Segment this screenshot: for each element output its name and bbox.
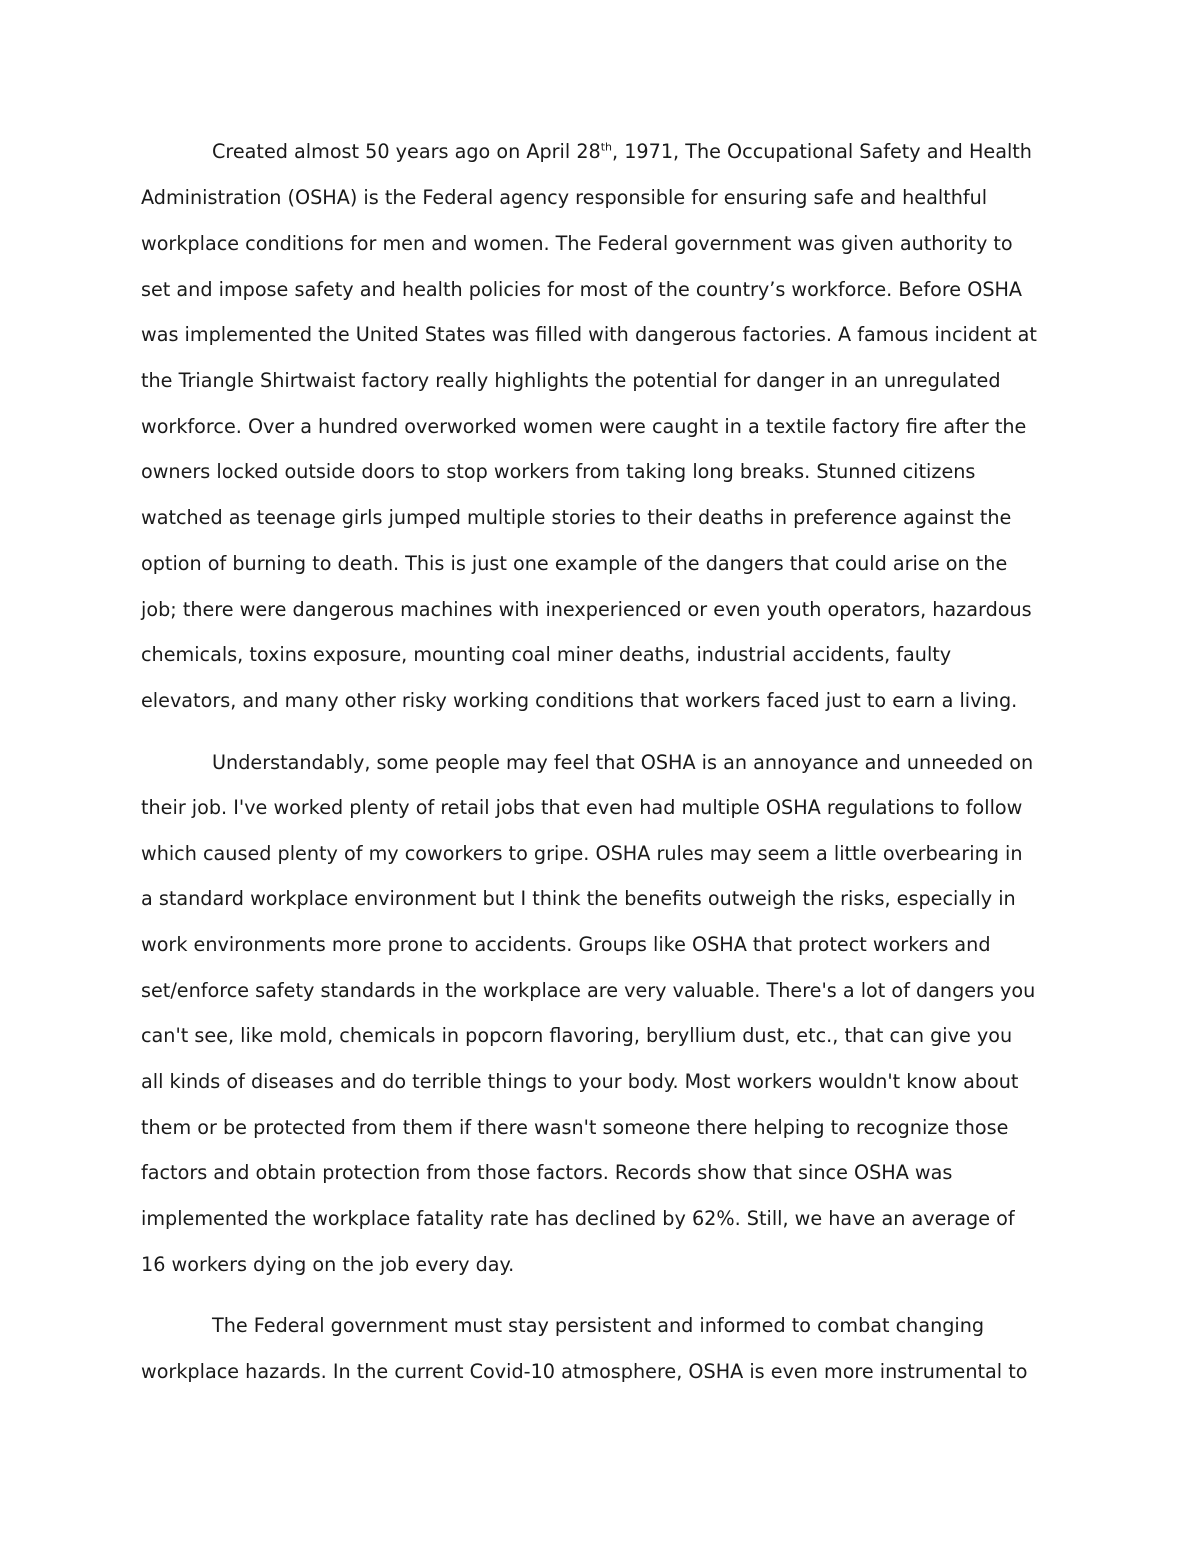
paragraph-1-line-12: chemicals, toxins exposure, mounting coal miner deaths, industrial accidents, faulty <box>141 643 952 666</box>
paragraph-2-line-2: their job. I've worked plenty of retail jobs that even had multiple OSHA regulations to follow <box>141 796 1023 819</box>
paragraph-1-line-13: elevators, and many other risky working conditions that workers faced just to earn a living. <box>141 689 1018 712</box>
paragraph-1-line-9: watched as teenage girls jumped multiple stories to their deaths in preference against the <box>141 506 1012 529</box>
paragraph-1-line-7: workforce. Over a hundred overworked women were caught in a textile factory fire after the <box>141 415 1027 438</box>
paragraph-2-line-6: set/enforce safety standards in the workplace are very valuable. There's a lot of dangers you <box>141 979 1036 1002</box>
paragraph-2-line-12: 16 workers dying on the job every day. <box>141 1253 515 1276</box>
ordinal-suffix: th <box>600 140 613 154</box>
paragraph-1-line-3: workplace conditions for men and women. The Federal government was given authority to <box>141 232 1013 255</box>
paragraph-3-line-2: workplace hazards. In the current Covid-10 atmosphere, OSHA is even more instrumental to <box>141 1360 1028 1383</box>
paragraph-2-line-10: factors and obtain protection from those factors. Records show that since OSHA was <box>141 1161 953 1184</box>
paragraph-2-line-1: Understandably, some people may feel that OSHA is an annoyance and unneeded on <box>212 751 1034 774</box>
paragraph-1-line-6: the Triangle Shirtwaist factory really highlights the potential for danger in an unregulated <box>141 369 1001 392</box>
paragraph-1-line-5: was implemented the United States was filled with dangerous factories. A famous incident at <box>141 323 1037 346</box>
paragraph-1-line-11: job; there were dangerous machines with inexperienced or even youth operators, hazardous <box>141 598 1032 621</box>
paragraph-1-line-2: Administration (OSHA) is the Federal agency responsible for ensuring safe and healthful <box>141 186 988 209</box>
paragraph-2-line-7: can't see, like mold, chemicals in popcorn flavoring, beryllium dust, etc., that can give you <box>141 1024 1013 1047</box>
paragraph-2-line-4: a standard workplace environment but I think the benefits outweigh the risks, especially in <box>141 887 1016 910</box>
paragraph-2-line-5: work environments more prone to accidents. Groups like OSHA that protect workers and <box>141 933 991 956</box>
paragraph-2-line-11: implemented the workplace fatality rate has declined by 62%. Still, we have an average of <box>141 1207 1015 1230</box>
paragraph-2-line-8: all kinds of diseases and do terrible things to your body. Most workers wouldn't know about <box>141 1070 1019 1093</box>
paragraph-1-line-10: option of burning to death. This is just one example of the dangers that could arise on the <box>141 552 1008 575</box>
paragraph-2-line-9: them or be protected from them if there wasn't someone there helping to recognize those <box>141 1116 1009 1139</box>
paragraph-3-line-1: The Federal government must stay persistent and informed to combat changing <box>212 1314 985 1337</box>
paragraph-2-line-3: which caused plenty of my coworkers to gripe. OSHA rules may seem a little overbearing in <box>141 842 1023 865</box>
paragraph-1-line-4: set and impose safety and health policies for most of the country’s workforce. Before OSHA <box>141 278 1023 301</box>
paragraph-1-line-1: Created almost 50 years ago on April 28th, 1971, The Occupational Safety and Health <box>212 140 1032 163</box>
paragraph-1-line-8: owners locked outside doors to stop workers from taking long breaks. Stunned citizens <box>141 460 976 483</box>
